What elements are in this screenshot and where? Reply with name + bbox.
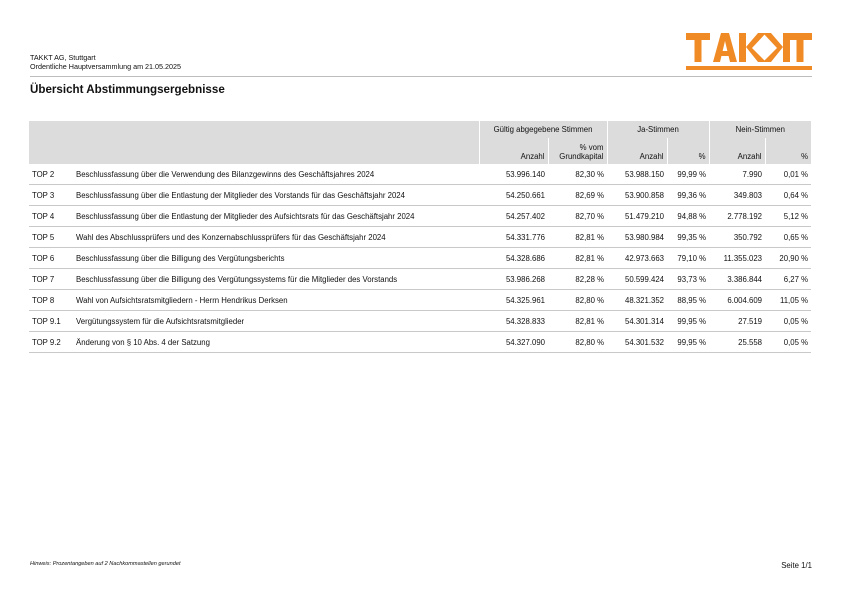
valid-count: 53.996.140 — [479, 164, 548, 185]
yes-count: 53.900.858 — [607, 185, 667, 206]
company-info — [30, 54, 181, 71]
no-pct: 0,01 % — [765, 164, 811, 185]
no-count: 349.803 — [709, 185, 765, 206]
agenda-item: TOP 9.2 — [29, 332, 73, 353]
no-pct: 0,64 % — [765, 185, 811, 206]
header-divider — [30, 76, 812, 77]
page-title: Übersicht Abstimmungsergebnisse — [30, 83, 225, 96]
yes-count: 50.599.424 — [607, 269, 667, 290]
resolution-description: Wahl von Aufsichtsratsmitgliedern - Herrn Hendrikus Derksen — [73, 290, 479, 311]
rounding-footnote: Hinweis: Prozentangeben auf 2 Nachkommastellen gerundet — [30, 561, 181, 567]
resolution-description: Beschlussfassung über die Verwendung des Bilanzgewinns des Geschäftsjahres 2024 — [73, 164, 479, 185]
header-valid-pct-line1: % vom — [579, 143, 604, 152]
valid-count: 54.257.402 — [479, 206, 548, 227]
valid-pct: 82,80 % — [548, 332, 607, 353]
yes-count: 54.301.314 — [607, 311, 667, 332]
table-row — [29, 290, 811, 311]
header-valid-count: Anzahl — [479, 138, 548, 164]
valid-count: 54.331.776 — [479, 227, 548, 248]
resolution-description: Vergütungssystem für die Aufsichtsratsmitglieder — [73, 311, 479, 332]
header-yes-pct: % — [667, 138, 709, 164]
agenda-item: TOP 8 — [29, 290, 73, 311]
meeting-info: Ordentliche Hauptversammlung am 21.05.2025 — [30, 61, 182, 71]
valid-pct: 82,81 % — [548, 311, 607, 332]
agenda-item: TOP 6 — [29, 248, 73, 269]
yes-count: 48.321.352 — [607, 290, 667, 311]
valid-count: 54.328.686 — [479, 248, 548, 269]
yes-pct: 99,35 % — [667, 227, 709, 248]
agenda-item: TOP 2 — [29, 164, 73, 185]
yes-pct: 88,95 % — [667, 290, 709, 311]
resolution-description: Beschlussfassung über die Billigung des Vergütungssystems für die Mitglieder des Vorstands — [73, 269, 479, 290]
no-count: 7.990 — [709, 164, 765, 185]
resolution-description: Beschlussfassung über die Entlastung der Mitglieder des Aufsichtsrats für das Geschäftsjahr 2024 — [73, 206, 479, 227]
yes-pct: 99,95 % — [667, 332, 709, 353]
yes-count: 53.980.984 — [607, 227, 667, 248]
header-valid-pct-line2: Grundkapital — [559, 152, 604, 161]
yes-pct: 99,99 % — [667, 164, 709, 185]
table-row — [29, 227, 811, 248]
yes-pct: 93,73 % — [667, 269, 709, 290]
agenda-item: TOP 7 — [29, 269, 73, 290]
table-row — [29, 269, 811, 290]
no-pct: 0,65 % — [765, 227, 811, 248]
valid-pct: 82,80 % — [548, 290, 607, 311]
header-no-count: Anzahl — [709, 138, 765, 164]
agenda-item: TOP 3 — [29, 185, 73, 206]
no-count: 350.792 — [709, 227, 765, 248]
resolution-description: Änderung von § 10 Abs. 4 der Satzung — [73, 332, 479, 353]
yes-pct: 94,88 % — [667, 206, 709, 227]
yes-count: 42.973.663 — [607, 248, 667, 269]
header-row-sub — [29, 138, 811, 164]
no-count: 2.778.192 — [709, 206, 765, 227]
table-row — [29, 332, 811, 353]
no-pct: 20,90 % — [765, 248, 811, 269]
header-yes-count: Anzahl — [607, 138, 667, 164]
valid-pct: 82,81 % — [548, 227, 607, 248]
voting-results-table — [29, 121, 811, 353]
company-name: TAKKT AG, Stuttgart — [30, 53, 96, 62]
no-count: 25.558 — [709, 332, 765, 353]
header-yes-votes: Ja-Stimmen — [607, 121, 709, 138]
header-valid-votes: Gültig abgegebene Stimmen — [479, 121, 607, 138]
header-no-votes: Nein-Stimmen — [709, 121, 811, 138]
valid-pct: 82,28 % — [548, 269, 607, 290]
table-row — [29, 206, 811, 227]
yes-count: 51.479.210 — [607, 206, 667, 227]
no-count: 6.004.609 — [709, 290, 765, 311]
header-row-groups — [29, 121, 811, 138]
agenda-item: TOP 9.1 — [29, 311, 73, 332]
takkt-logo — [686, 31, 812, 72]
no-pct: 6,27 % — [765, 269, 811, 290]
no-count: 11.355.023 — [709, 248, 765, 269]
yes-count: 53.988.150 — [607, 164, 667, 185]
yes-pct: 99,36 % — [667, 185, 709, 206]
valid-count: 54.328.833 — [479, 311, 548, 332]
page-number: Seite 1/1 — [781, 561, 812, 570]
valid-count: 54.250.661 — [479, 185, 548, 206]
valid-count: 53.986.268 — [479, 269, 548, 290]
valid-pct: 82,70 % — [548, 206, 607, 227]
valid-count: 54.327.090 — [479, 332, 548, 353]
no-count: 3.386.844 — [709, 269, 765, 290]
valid-pct: 82,69 % — [548, 185, 607, 206]
table-row — [29, 311, 811, 332]
resolution-description: Beschlussfassung über die Billigung des Vergütungsberichts — [73, 248, 479, 269]
no-pct: 11,05 % — [765, 290, 811, 311]
header-valid-pct — [548, 138, 607, 164]
no-count: 27.519 — [709, 311, 765, 332]
no-pct: 5,12 % — [765, 206, 811, 227]
resolution-description: Beschlussfassung über die Entlastung der Mitglieder des Vorstands für das Geschäftsjahr 2024 — [73, 185, 479, 206]
agenda-item: TOP 5 — [29, 227, 73, 248]
yes-count: 54.301.532 — [607, 332, 667, 353]
valid-count: 54.325.961 — [479, 290, 548, 311]
valid-pct: 82,81 % — [548, 248, 607, 269]
resolution-description: Wahl des Abschlussprüfers und des Konzernabschlussprüfers für das Geschäftsjahr 2024 — [73, 227, 479, 248]
table-row — [29, 185, 811, 206]
yes-pct: 79,10 % — [667, 248, 709, 269]
no-pct: 0,05 % — [765, 332, 811, 353]
agenda-item: TOP 4 — [29, 206, 73, 227]
yes-pct: 99,95 % — [667, 311, 709, 332]
no-pct: 0,05 % — [765, 311, 811, 332]
table-row — [29, 248, 811, 269]
valid-pct: 82,30 % — [548, 164, 607, 185]
header-no-pct: % — [765, 138, 811, 164]
table-row — [29, 164, 811, 185]
